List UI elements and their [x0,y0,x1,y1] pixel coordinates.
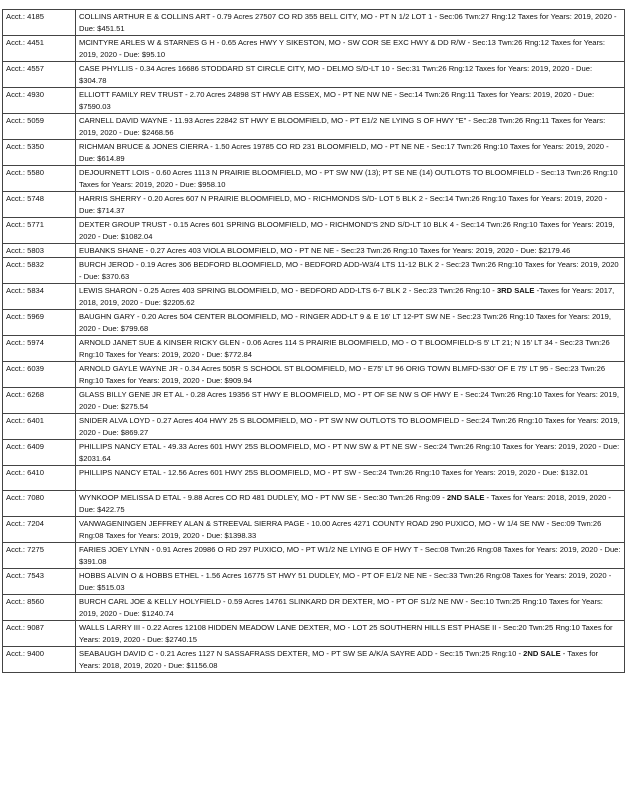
table-row [3,336,625,362]
account-number: Acct.: 4557 [3,62,76,88]
account-number: Acct.: 7275 [3,543,76,569]
property-description [76,647,625,673]
account-number: Acct.: 7080 [3,491,76,517]
table-row [3,388,625,414]
account-number: Acct.: 8560 [3,595,76,621]
table-row [3,466,625,491]
property-description [76,284,625,310]
property-description: CARNELL DAVID WAYNE - 11.93 Acres 22842 ST HWY E BLOOMFIELD, MO - PT E1/2 NE LYING S OF HWY "E" - Sec:28 Twn:26 Rng:11 Taxes for Years: 2019, 2020 - Due: $2468.56 [76,114,625,140]
table-row [3,284,625,310]
account-number: Acct.: 4451 [3,36,76,62]
account-number: Acct.: 5969 [3,310,76,336]
table-row [3,36,625,62]
property-description: BAUGHN GARY - 0.20 Acres 504 CENTER BLOOMFIELD, MO - RINGER ADD-LT 9 & E 16' LT 12-PT SW NE - Sec:23 Twn:26 Rng:10 Taxes for Years: 2019, 2020 - Due: $799.68 [76,310,625,336]
table-row [3,88,625,114]
table-row [3,647,625,673]
account-number: Acct.: 4185 [3,10,76,36]
property-description: WALLS LARRY III - 0.22 Acres 12108 HIDDEN MEADOW LANE DEXTER, MO - LOT 25 SOUTHERN HILLS EST PHASE II - Sec:20 Twn:25 Rng:10 Taxes for Years: 2019, 2020 - Due: $2740.15 [76,621,625,647]
table-row [3,10,625,36]
table-row [3,543,625,569]
property-description: PHILLIPS NANCY ETAL - 49.33 Acres 601 HWY 25S BLOOMFIELD, MO - PT NW SW & PT NE SW - Sec:24 Twn:26 Rng:10 Taxes for Years: 2019, 2020 - Due: $2031.64 [76,440,625,466]
description-text: - Taxes for Years: 2018, 2019, 2020 - Due: $1156.08 [79,649,599,670]
table-row [3,62,625,88]
account-number: Acct.: 6410 [3,466,76,491]
property-description: PHILLIPS NANCY ETAL - 12.56 Acres 601 HWY 25S BLOOMFIELD, MO - PT SW - Sec:24 Twn:26 Rng:10 Taxes for Years: 2019, 2020 - Due: $132.01 [76,466,625,491]
account-number: Acct.: 5974 [3,336,76,362]
property-description: ELLIOTT FAMILY REV TRUST - 2.70 Acres 24898 ST HWY AB ESSEX, MO - PT NE NW NE - Sec:14 Twn:26 Rng:11 Taxes for Years: 2019, 2020 - Due: $7590.03 [76,88,625,114]
account-number: Acct.: 5834 [3,284,76,310]
table-row [3,140,625,166]
property-description: BURCH CARL JOE & KELLY HOLYFIELD - 0.59 Acres 14761 SLINKARD DR DEXTER, MO - PT OF S1/2 NE NW - Sec:10 Twn:25 Rng:10 Taxes for Years: 2019, 2020 - Due: $1240.74 [76,595,625,621]
property-description: ARNOLD JANET SUE & KINSER RICKY GLEN - 0.06 Acres 114 S PRAIRIE BLOOMFIELD, MO - O T BLOOMFIELD-S 5' LT 21; N 15' LT 34 - Sec:23 Twn:26 Rng:10 Taxes for Years: 2019, 2020 - Due: $772.84 [76,336,625,362]
property-description: RICHMAN BRUCE & JONES CIERRA - 1.50 Acres 19785 CO RD 231 BLOOMFIELD, MO - PT NE NE - Sec:17 Twn:26 Rng:10 Taxes for Years: 2019, 2020 - Due: $614.89 [76,140,625,166]
table-row [3,517,625,543]
property-description: SNIDER ALVA LOYD - 0.27 Acres 404 HWY 25 S BLOOMFIELD, MO - PT SW NW OUTLOTS TO BLOOMFIELD - Sec:24 Twn:26 Rng:10 Taxes for Years: 2019, 2020 - Due: $869.27 [76,414,625,440]
account-number: Acct.: 6409 [3,440,76,466]
description-text: -Taxes for Years: 2017, 2018, 2019, 2020 - Due: $2205.62 [79,286,615,307]
table-row [3,491,625,517]
description-text: LEWIS SHARON - 0.25 Acres 403 SPRING BLOOMFIELD, MO - BEDFORD ADD-LTS 6-7 BLK 2 - Sec:23 Twn:26 Rng:10 - [79,286,497,295]
table-row [3,258,625,284]
property-description: EUBANKS SHANE - 0.27 Acres 403 VIOLA BLOOMFIELD, MO - PT NE NE - Sec:23 Twn:26 Rng:10 Taxes for Years: 2019, 2020 - Due: $2179.46 [76,244,625,258]
account-number: Acct.: 5803 [3,244,76,258]
account-number: Acct.: 7204 [3,517,76,543]
property-description: BURCH JEROD - 0.19 Acres 306 BEDFORD BLOOMFIELD, MO - BEDFORD ADD-W3/4 LTS 11-12 BLK 2 - Sec:23 Twn:26 Rng:10 Taxes for Years: 2019, 2020 - Due: $370.63 [76,258,625,284]
property-description [76,491,625,517]
property-description: VANWAGENINGEN JEFFREY ALAN & STREEVAL SIERRA PAGE - 10.00 Acres 4271 COUNTY ROAD 290 PUXICO, MO - W 1/4 SE NW - Sec:09 Twn:26 Rng:08 Taxes for Years: 2019, 2020 - Due: $1398.33 [76,517,625,543]
table-row [3,310,625,336]
table-row [3,218,625,244]
account-number: Acct.: 7543 [3,569,76,595]
delinquent-tax-table [2,9,625,673]
property-description: FARIES JOEY LYNN - 0.91 Acres 20986 O RD 297 PUXICO, MO - PT W1/2 NE LYING E OF HWY T - Sec:08 Twn:26 Rng:08 Taxes for Years: 2019, 2020 - Due: $391.08 [76,543,625,569]
property-description: HARRIS SHERRY - 0.20 Acres 607 N PRAIRIE BLOOMFIELD, MO - RICHMONDS S/D- LOT 5 BLK 2 - Sec:14 Twn:26 Rng:10 Taxes for Years: 2019, 2020 - Due: $714.37 [76,192,625,218]
table-row [3,166,625,192]
property-description: MCINTYRE ARLES W & STARNES G H - 0.65 Acres HWY Y SIKESTON, MO - SW COR SE EXC HWY & DD R/W - Sec:13 Twn:26 Rng:12 Taxes for Years: 2019, 2020 - Due: $95.10 [76,36,625,62]
table-row [3,595,625,621]
table-row [3,244,625,258]
property-description: COLLINS ARTHUR E & COLLINS ART - 0.79 Acres 27507 CO RD 355 BELL CITY, MO - PT N 1/2 LOT 1 - Sec:06 Twn:27 Rng:12 Taxes for Years: 2019, 2020 - Due: $451.51 [76,10,625,36]
account-number: Acct.: 4930 [3,88,76,114]
table-row [3,569,625,595]
account-number: Acct.: 5580 [3,166,76,192]
table-row [3,440,625,466]
account-number: Acct.: 9400 [3,647,76,673]
account-number: Acct.: 5748 [3,192,76,218]
table-row [3,414,625,440]
property-description: DEJOURNETT LOIS - 0.60 Acres 1113 N PRAIRIE BLOOMFIELD, MO - PT SW NW (13); PT SE NE (14) OUTLOTS TO BLOOMFIELD - Sec:13 Twn:26 Rng:10 Taxes for Years: 2019, 2020 - Due: $958.10 [76,166,625,192]
account-number: Acct.: 9087 [3,621,76,647]
property-description: DEXTER GROUP TRUST - 0.15 Acres 601 SPRING BLOOMFIELD, MO - RICHMOND'S 2ND S/D-LT 10 BLK 4 - Sec:14 Twn:26 Rng:10 Taxes for Years: 2019, 2020 - Due: $1082.04 [76,218,625,244]
description-text: SEABAUGH DAVID C - 0.21 Acres 1127 N SASSAFRASS DEXTER, MO - PT SW SE A/K/A SAYRE ADD - Sec:15 Twn:25 Rng:10 - [79,649,524,658]
table-row [3,362,625,388]
property-description: ARNOLD GAYLE WAYNE JR - 0.34 Acres 505R S SCHOOL ST BLOOMFIELD, MO - E75' LT 96 ORIG TOWN BLMFD-S30' OF E 75' LT 95 - Sec:23 Twn:26 Rng:10 Taxes for Years: 2019, 2020 - Due: $909.94 [76,362,625,388]
account-number: Acct.: 6268 [3,388,76,414]
account-number: Acct.: 5350 [3,140,76,166]
account-number: Acct.: 5771 [3,218,76,244]
account-number: Acct.: 6401 [3,414,76,440]
property-description: CASE PHYLLIS - 0.34 Acres 16686 STODDARD ST CIRCLE CITY, MO - DELMO S/D-LT 10 - Sec:31 Twn:26 Rng:12 Taxes for Years: 2019, 2020 - Due: $304.78 [76,62,625,88]
account-number: Acct.: 5832 [3,258,76,284]
account-number: Acct.: 5059 [3,114,76,140]
table-row [3,192,625,218]
sale-label: 3RD SALE [496,286,535,295]
account-number: Acct.: 6039 [3,362,76,388]
table-row [3,114,625,140]
description-text: WYNKOOP MELISSA D ETAL - 9.88 Acres CO RD 481 DUDLEY, MO - PT NW SE - Sec:30 Twn:26 Rng:09 - [79,493,447,502]
property-description: HOBBS ALVIN O & HOBBS ETHEL - 1.56 Acres 16775 ST HWY 51 DUDLEY, MO - PT OF E1/2 NE NE - Sec:33 Twn:26 Rng:08 Taxes for Years: 2019, 2020 - Due: $515.03 [76,569,625,595]
sale-label: 2ND SALE [446,493,485,502]
property-description: GLASS BILLY GENE JR ET AL - 0.28 Acres 19356 ST HWY E BLOOMFIELD, MO - PT OF SE NW S OF HWY E - Sec:24 Twn:26 Rng:10 Taxes for Years: 2019, 2020 - Due: $275.54 [76,388,625,414]
description-text: - Taxes for Years: 2018, 2019, 2020 - Due: $422.75 [79,493,611,514]
sale-label: 2ND SALE [523,649,561,658]
table-row [3,621,625,647]
